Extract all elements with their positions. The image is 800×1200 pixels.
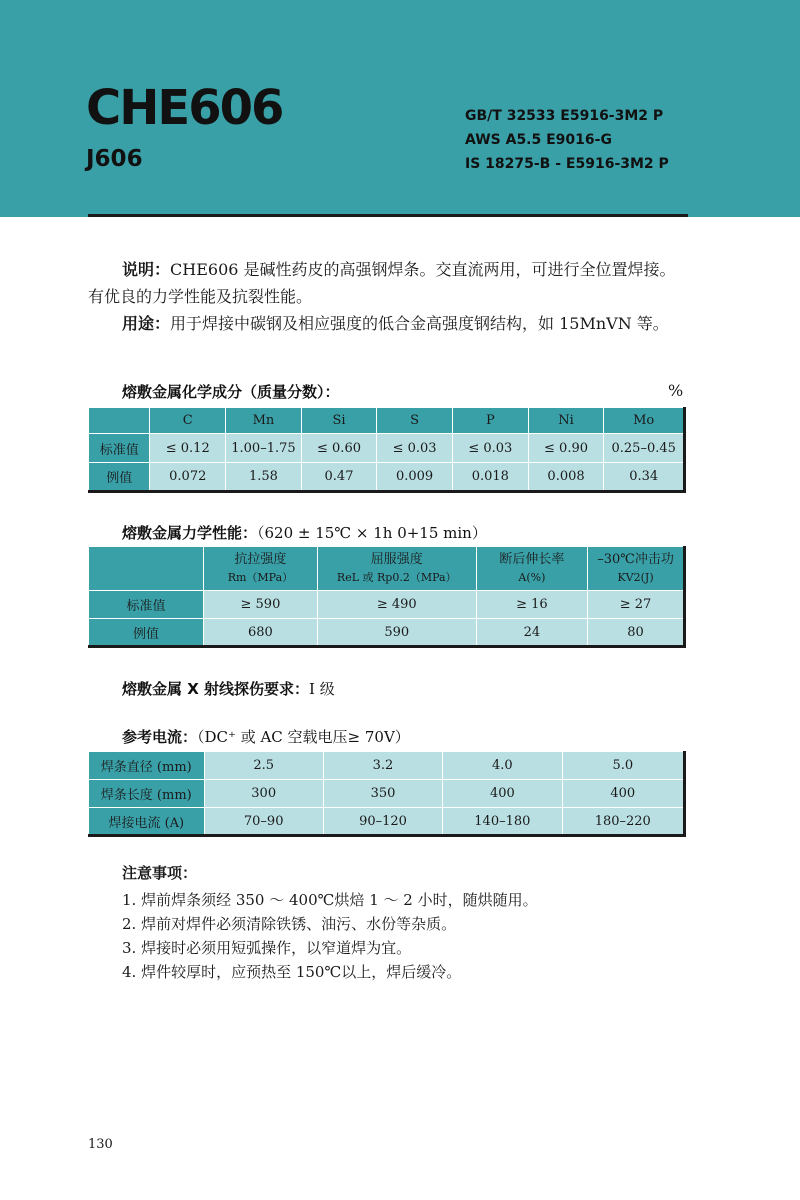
notes-title: 注意事项： — [122, 864, 198, 882]
table-cell: 5.0 — [562, 752, 684, 780]
table-cell: 4.0 — [443, 752, 562, 780]
header-divider — [88, 214, 688, 217]
list-item: 1. 焊前焊条须经 350 ～ 400℃烘焙 1 ～ 2 小时，随烘随用。 — [122, 891, 538, 909]
table-cell: 0.072 — [150, 463, 226, 492]
table-cell: 400 — [562, 780, 684, 808]
description-label: 说明： — [122, 260, 171, 279]
mechanical-header-row — [89, 547, 685, 591]
table-cell: 0.009 — [377, 463, 453, 492]
table-cell: 0.47 — [301, 463, 376, 492]
mechanical-col-header — [317, 547, 476, 591]
table-cell: 180–220 — [562, 808, 684, 836]
row-label: 例值 — [89, 619, 204, 647]
table-cell: ≥ 590 — [204, 591, 318, 619]
table-cell: ≥ 27 — [588, 591, 685, 619]
notes-list — [122, 888, 538, 984]
mechanical-title-text: 熔敷金属力学性能： — [122, 524, 258, 542]
table-cell: 680 — [204, 619, 318, 647]
mechanical-col-header — [204, 547, 318, 591]
col-header-line: 断后伸长率 — [499, 551, 565, 567]
table-cell: 590 — [317, 619, 476, 647]
row-label: 焊条直径 (mm) — [89, 752, 205, 780]
list-item: 3. 焊接时必须用短弧操作，以窄道焊为宜。 — [122, 939, 412, 957]
standard-is: IS 18275-B - E5916-3M2 P — [465, 156, 669, 172]
standard-gb: GB/T 32533 E5916-3M2 P — [465, 108, 664, 124]
table-cell: ≥ 16 — [476, 591, 587, 619]
chemistry-col-header: Ni — [528, 408, 604, 434]
table-cell: ≤ 0.60 — [301, 434, 376, 463]
table-cell: ≤ 0.03 — [452, 434, 528, 463]
current-title-line — [122, 726, 410, 747]
table-cell: 90–120 — [323, 808, 442, 836]
mechanical-table — [88, 546, 686, 648]
chemistry-col-header: Si — [301, 408, 376, 434]
col-header-line: ReL 或 Rp0.2（MPa） — [336, 570, 457, 584]
standard-aws: AWS A5.5 E9016-G — [465, 132, 612, 148]
table-cell: 0.25–0.45 — [604, 434, 685, 463]
col-header-line: KV2(J) — [617, 570, 654, 584]
table-cell: 0.018 — [452, 463, 528, 492]
table-row — [89, 591, 685, 619]
usage-text: 用于焊接中碳钢及相应强度的低合金高强度钢结构，如 15MnVN 等。 — [170, 314, 669, 333]
product-title: CHE606 — [86, 80, 283, 136]
row-label: 标准值 — [89, 591, 204, 619]
current-title: 参考电流： — [122, 728, 198, 746]
current-table — [88, 751, 686, 837]
table-cell: 0.008 — [528, 463, 604, 492]
description-text: CHE606 是碱性药皮的高强钢焊条。交直流两用，可进行全位置焊接。有优良的力学性能及抗裂性能。 — [88, 260, 676, 306]
chemistry-header-row — [89, 408, 685, 434]
table-cell: 140–180 — [443, 808, 562, 836]
chemistry-col-header: P — [452, 408, 528, 434]
current-condition: （DC⁺ 或 AC 空载电压≥ 70V） — [197, 728, 410, 746]
table-cell: 70–90 — [204, 808, 323, 836]
list-item: 4. 焊件较厚时，应预热至 150℃以上，焊后缓冷。 — [122, 963, 462, 981]
table-cell: 350 — [323, 780, 442, 808]
chemistry-col-header: Mn — [226, 408, 302, 434]
col-header-line: 抗拉强度 — [234, 551, 287, 567]
usage-label: 用途： — [122, 314, 171, 333]
description-paragraph — [88, 256, 688, 310]
chemistry-table — [88, 407, 686, 493]
row-label: 焊接电流 (A) — [89, 808, 205, 836]
table-cell: 0.34 — [604, 463, 685, 492]
row-label: 例值 — [89, 463, 150, 492]
table-row — [89, 752, 685, 780]
table-row — [89, 434, 685, 463]
table-row — [89, 619, 685, 647]
chemistry-title: 熔敷金属化学成分（质量分数）： — [122, 383, 340, 401]
table-cell: 1.00–1.75 — [226, 434, 302, 463]
chemistry-col-header: Mo — [604, 408, 685, 434]
table-cell: ≤ 0.03 — [377, 434, 453, 463]
page-number: 130 — [88, 1137, 113, 1152]
mechanical-condition: （620 ± 15℃ × 1h 0+15 min） — [257, 524, 487, 542]
table-cell: 3.2 — [323, 752, 442, 780]
table-row — [89, 463, 685, 492]
row-label: 焊条长度 (mm) — [89, 780, 205, 808]
xray-line — [122, 678, 335, 699]
xray-title: 熔敷金属 X 射线探伤要求： — [122, 680, 310, 698]
table-row — [89, 808, 685, 836]
table-row — [89, 780, 685, 808]
product-subtitle: J606 — [86, 146, 143, 172]
standards-list — [465, 104, 669, 176]
col-header-line: A(%) — [518, 570, 546, 584]
chemistry-col-header: C — [150, 408, 226, 434]
table-cell: 2.5 — [204, 752, 323, 780]
col-header-line: Rm（MPa） — [227, 570, 294, 584]
table-cell: ≤ 0.90 — [528, 434, 604, 463]
col-header-line: –30℃冲击功 — [597, 551, 674, 567]
col-header-line: 屈服强度 — [370, 551, 423, 567]
list-item: 2. 焊前对焊件必须清除铁锈、油污、水份等杂质。 — [122, 915, 457, 933]
mechanical-col-header — [476, 547, 587, 591]
table-cell: 300 — [204, 780, 323, 808]
table-cell: ≤ 0.12 — [150, 434, 226, 463]
chemistry-unit: % — [668, 381, 684, 400]
mechanical-title — [122, 522, 487, 543]
table-cell: 80 — [588, 619, 685, 647]
row-label: 标准值 — [89, 434, 150, 463]
mechanical-corner-cell — [89, 547, 204, 591]
table-cell: 24 — [476, 619, 587, 647]
table-cell: ≥ 490 — [317, 591, 476, 619]
chemistry-corner-cell — [89, 408, 150, 434]
table-cell: 1.58 — [226, 463, 302, 492]
chemistry-col-header: S — [377, 408, 453, 434]
usage-paragraph — [88, 310, 688, 337]
table-cell: 400 — [443, 780, 562, 808]
xray-value: I 级 — [309, 680, 335, 698]
mechanical-col-header — [588, 547, 685, 591]
